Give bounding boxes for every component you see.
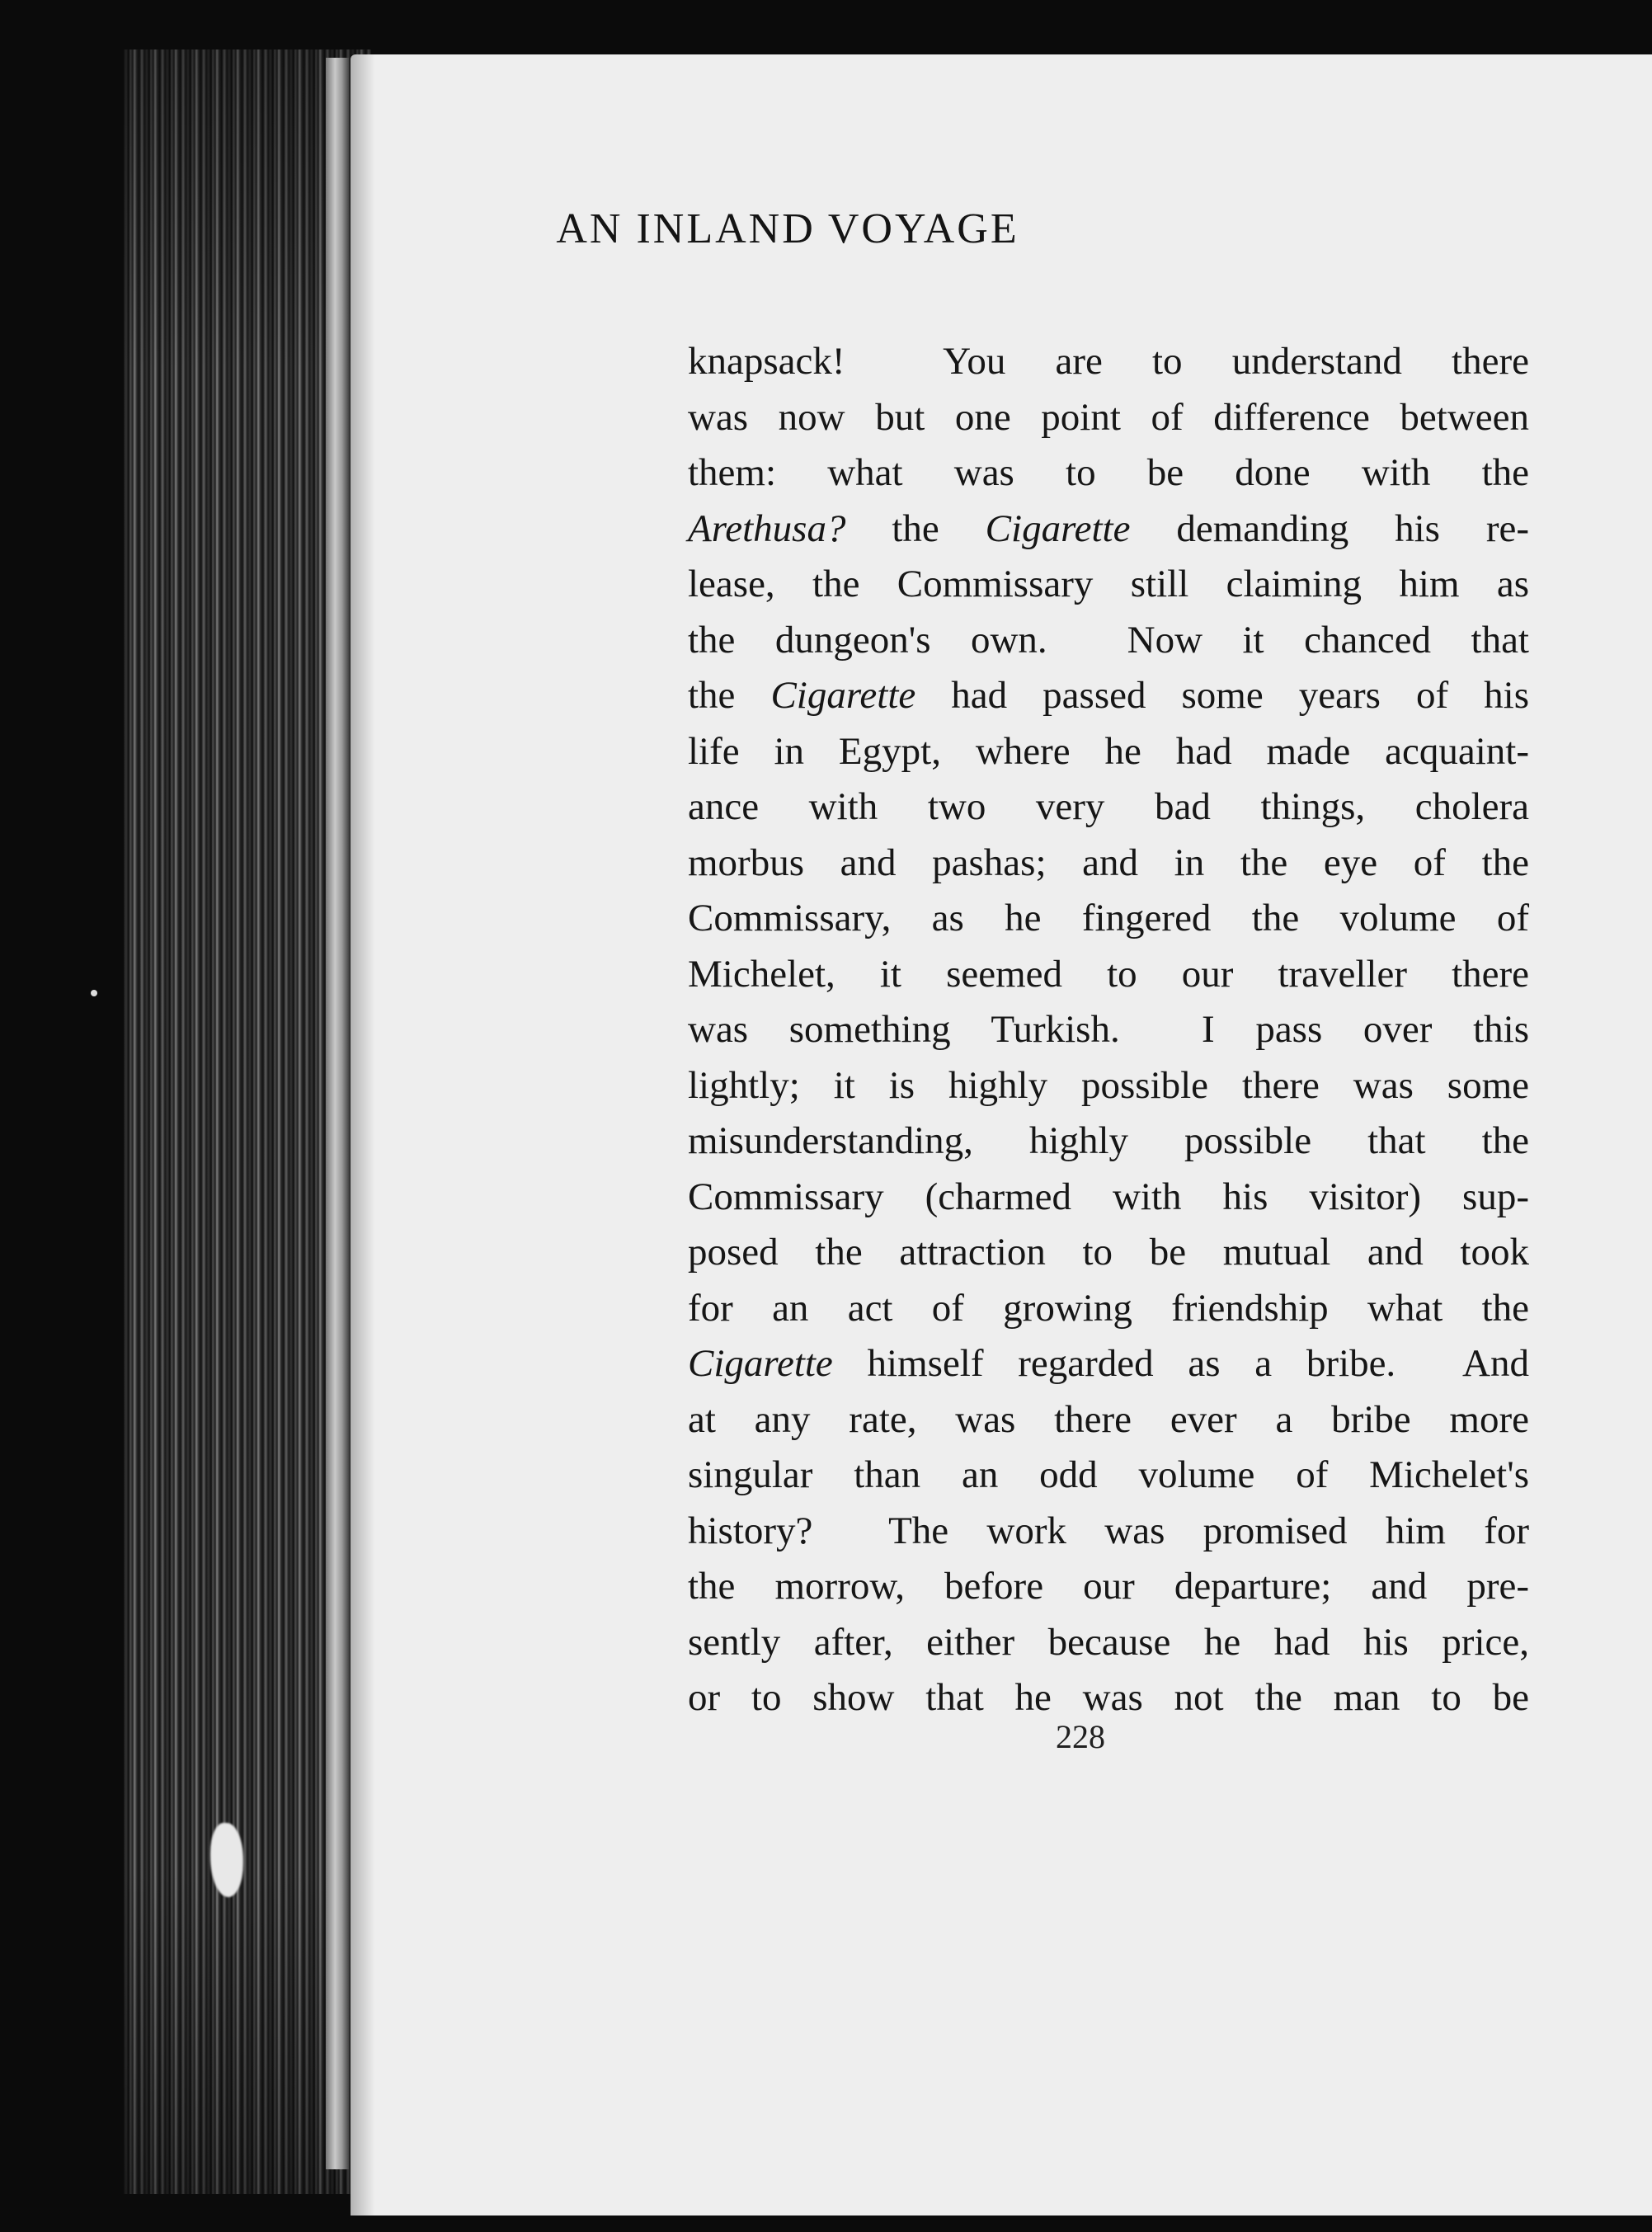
text-line xyxy=(688,1114,1529,1170)
italic-ship-name: Cigarette xyxy=(770,674,916,717)
text-line xyxy=(688,1281,1529,1337)
text-segment: for an act of growing friendship what the xyxy=(688,1286,1529,1330)
text-segment: life in Egypt, where he had made acquaint- xyxy=(688,729,1529,773)
text-line xyxy=(688,1448,1529,1504)
text-line xyxy=(688,1615,1529,1671)
text-line xyxy=(688,613,1529,669)
text-segment: posed the attraction to be mutual and took xyxy=(688,1231,1529,1274)
text-line xyxy=(688,501,1529,558)
text-line xyxy=(688,1002,1529,1058)
text-segment: the morrow, before our departure; and pre- xyxy=(688,1565,1529,1608)
text-line xyxy=(688,1225,1529,1281)
text-segment: the dungeon's own. Now it chanced that xyxy=(688,618,1529,662)
text-line xyxy=(688,1336,1529,1392)
body-text xyxy=(688,334,1529,1726)
text-segment: himself regarded as a bribe. And xyxy=(832,1342,1529,1385)
page-edge-highlight xyxy=(326,58,349,2169)
text-line xyxy=(688,1504,1529,1560)
text-segment: demanding his re- xyxy=(1130,506,1529,550)
text-segment: lightly; it is highly possible there was some xyxy=(688,1063,1529,1107)
text-line xyxy=(688,668,1529,724)
text-segment: the xyxy=(845,506,986,550)
text-line xyxy=(688,724,1529,780)
text-segment: misunderstanding, highly possible that the xyxy=(688,1119,1529,1162)
text-segment: had passed some years of his xyxy=(915,674,1529,717)
text-segment: or to show that he was not the man to be xyxy=(688,1676,1529,1719)
running-header: AN INLAND VOYAGE xyxy=(556,205,1019,252)
text-line xyxy=(688,1392,1529,1448)
text-segment: the xyxy=(688,674,771,717)
text-line xyxy=(688,390,1529,446)
text-line xyxy=(688,445,1529,501)
text-segment: ance with two very bad things, cholera xyxy=(688,785,1529,828)
page-number: 228 xyxy=(1056,1718,1105,1755)
text-segment: them: what was to be done with the xyxy=(688,451,1529,494)
text-segment: lease, the Commissary still claiming him as xyxy=(688,563,1529,605)
text-segment: Commissary, as he fingered the volume of xyxy=(688,897,1529,939)
text-line xyxy=(688,557,1529,613)
text-line xyxy=(688,779,1529,836)
text-segment: knapsack! You are to understand there xyxy=(688,340,1529,383)
text-line xyxy=(688,836,1529,892)
text-segment: at any rate, was there ever a bribe more xyxy=(688,1397,1529,1441)
text-segment: was something Turkish. I pass over this xyxy=(688,1008,1529,1051)
text-line xyxy=(688,334,1529,390)
italic-ship-name: Arethusa? xyxy=(688,506,846,550)
text-line xyxy=(688,1170,1529,1226)
text-segment: singular than an odd volume of Michelet's xyxy=(688,1453,1529,1496)
text-line xyxy=(688,947,1529,1003)
text-segment: history? The work was promised him for xyxy=(688,1509,1529,1552)
scan-dust xyxy=(91,990,97,996)
text-segment: sently after, either because he had his price, xyxy=(688,1620,1529,1664)
italic-ship-name: Cigarette xyxy=(688,1342,833,1385)
text-segment: was now but one point of difference between xyxy=(688,395,1529,439)
text-segment: Commissary (charmed with his visitor) sup- xyxy=(688,1175,1529,1218)
text-segment: morbus and pashas; and in the eye of the xyxy=(688,841,1529,884)
scan-artifact xyxy=(210,1823,243,1897)
italic-ship-name: Cigarette xyxy=(985,506,1131,550)
text-line xyxy=(688,1559,1529,1615)
text-segment: Michelet, it seemed to our traveller there xyxy=(688,952,1529,996)
text-line xyxy=(688,891,1529,947)
text-line xyxy=(688,1058,1529,1114)
